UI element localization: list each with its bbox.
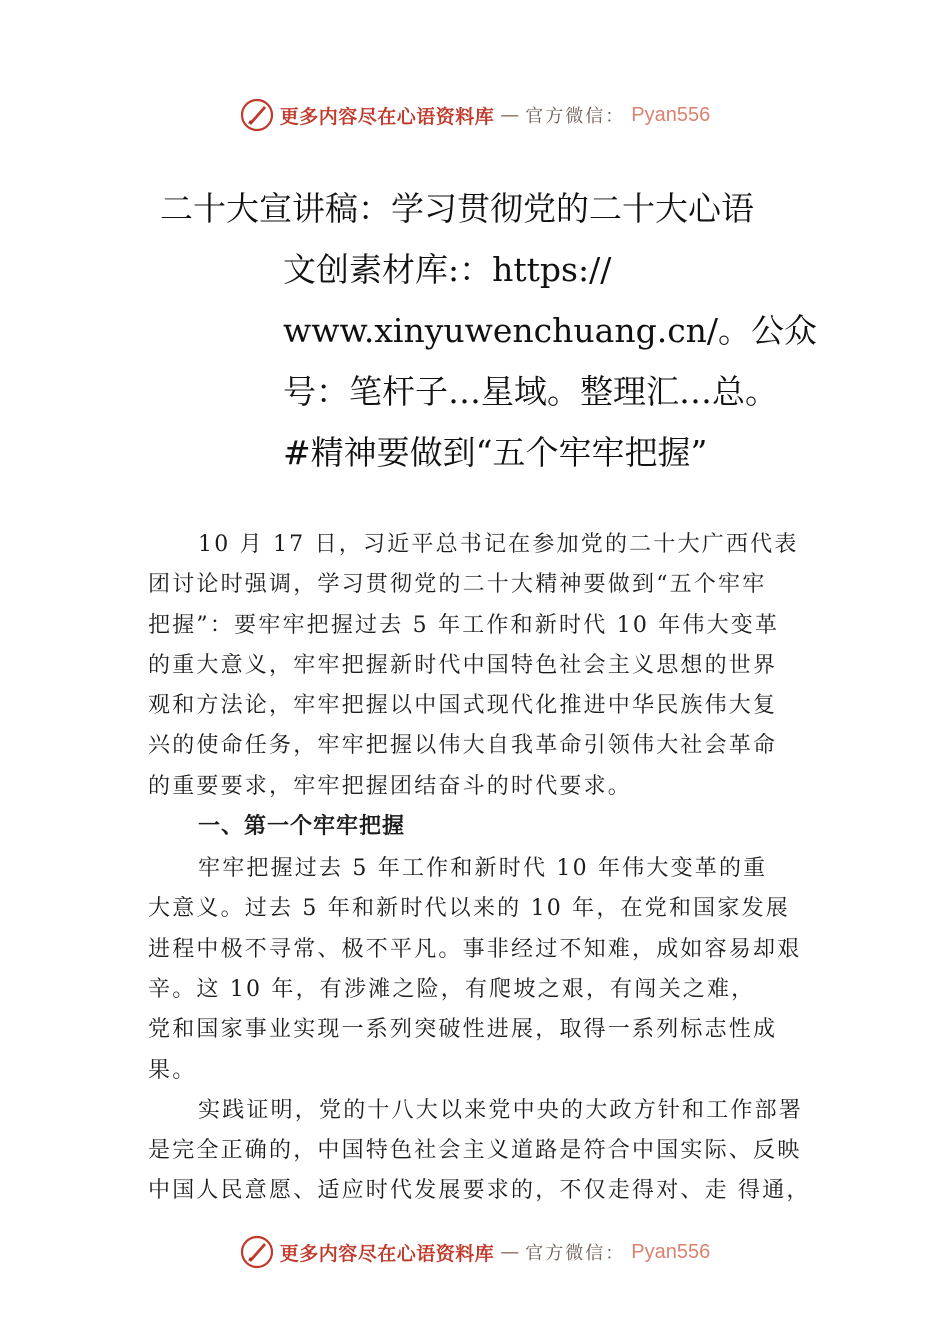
- body-line: 牢牢把握过去 5 年工作和新时代 10 年伟大变革的重: [198, 856, 768, 882]
- body-line: 中国人民意愿、适应时代发展要求的，不仅走得对、走 得通，: [148, 1178, 811, 1204]
- watermark-separator: —: [500, 104, 520, 126]
- body-line: 大意义。过去 5 年和新时代以来的 10 年，在党和国家发展: [148, 896, 790, 922]
- body-line: 观和方法论，牢牢把握以中国式现代化推进中华民族伟大复: [148, 693, 778, 719]
- watermark-separator: —: [500, 1241, 520, 1263]
- body-line: 10 月 17 日，习近平总书记在参加党的二十大广西代表: [198, 532, 799, 557]
- body-line: 果。: [148, 1057, 197, 1083]
- body-line: 实践证明，党的十八大以来党中央的大政方针和工作部署: [198, 1097, 804, 1123]
- section-heading: 一、第一个牢牢把握: [198, 814, 406, 840]
- watermark-wechat-id: Pyan556: [631, 103, 711, 126]
- watermark-banner-bottom: [0, 1230, 950, 1274]
- watermark-site-text: 更多内容尽在心语资料库: [279, 1242, 495, 1265]
- watermark-wechat-id: Pyan556: [631, 1240, 711, 1263]
- body-line: 团讨论时强调，学习贯彻党的二十大精神要做到“五个牢牢: [148, 572, 767, 598]
- quill-logo-icon: [240, 98, 274, 132]
- watermark-site-text: 更多内容尽在心语资料库: [279, 105, 495, 128]
- quill-logo-icon: [240, 1235, 274, 1269]
- body-line: 党和国家事业实现一系列突破性进展，取得一系列标志性成: [148, 1017, 778, 1043]
- body-line: 兴的使命任务，牢牢把握以伟大自我革命引领伟大社会革命: [148, 733, 778, 759]
- body-line: 把握”：要牢牢把握过去 5 年工作和新时代 10 年伟大变革: [148, 612, 780, 638]
- title-line: www.xinyuwenchuang.cn/。公众: [283, 311, 818, 350]
- body-line: 辛。这 10 年，有涉滩之险，有爬坡之艰，有闯关之难，: [148, 976, 756, 1002]
- watermark-wechat-label: 官方微信：: [525, 106, 626, 127]
- watermark-banner-top: [0, 93, 950, 137]
- body-line: 的重大意义，牢牢把握新时代中国特色社会主义思想的世界: [148, 652, 778, 678]
- title-line: 文创素材库:：https://: [283, 250, 612, 289]
- body-line: 的重要要求，牢牢把握团结奋斗的时代要求。: [148, 773, 633, 799]
- body-line: 进程中极不寻常、极不平凡。事非经过不知难，成如容易却艰: [148, 936, 802, 962]
- title-line: #精神要做到“五个牢牢把握”: [283, 433, 708, 472]
- title-line: 二十大宣讲稿：学习贯彻党的二十大心语: [160, 189, 754, 228]
- title-line: 号：笔杆子…星域。整理汇…总。: [283, 372, 778, 411]
- body-line: 是完全正确的，中国特色社会主义道路是符合中国实际、反映: [148, 1138, 802, 1164]
- watermark-wechat-label: 官方微信：: [525, 1243, 626, 1264]
- document-body: [148, 525, 838, 1212]
- document-title: [0, 178, 950, 483]
